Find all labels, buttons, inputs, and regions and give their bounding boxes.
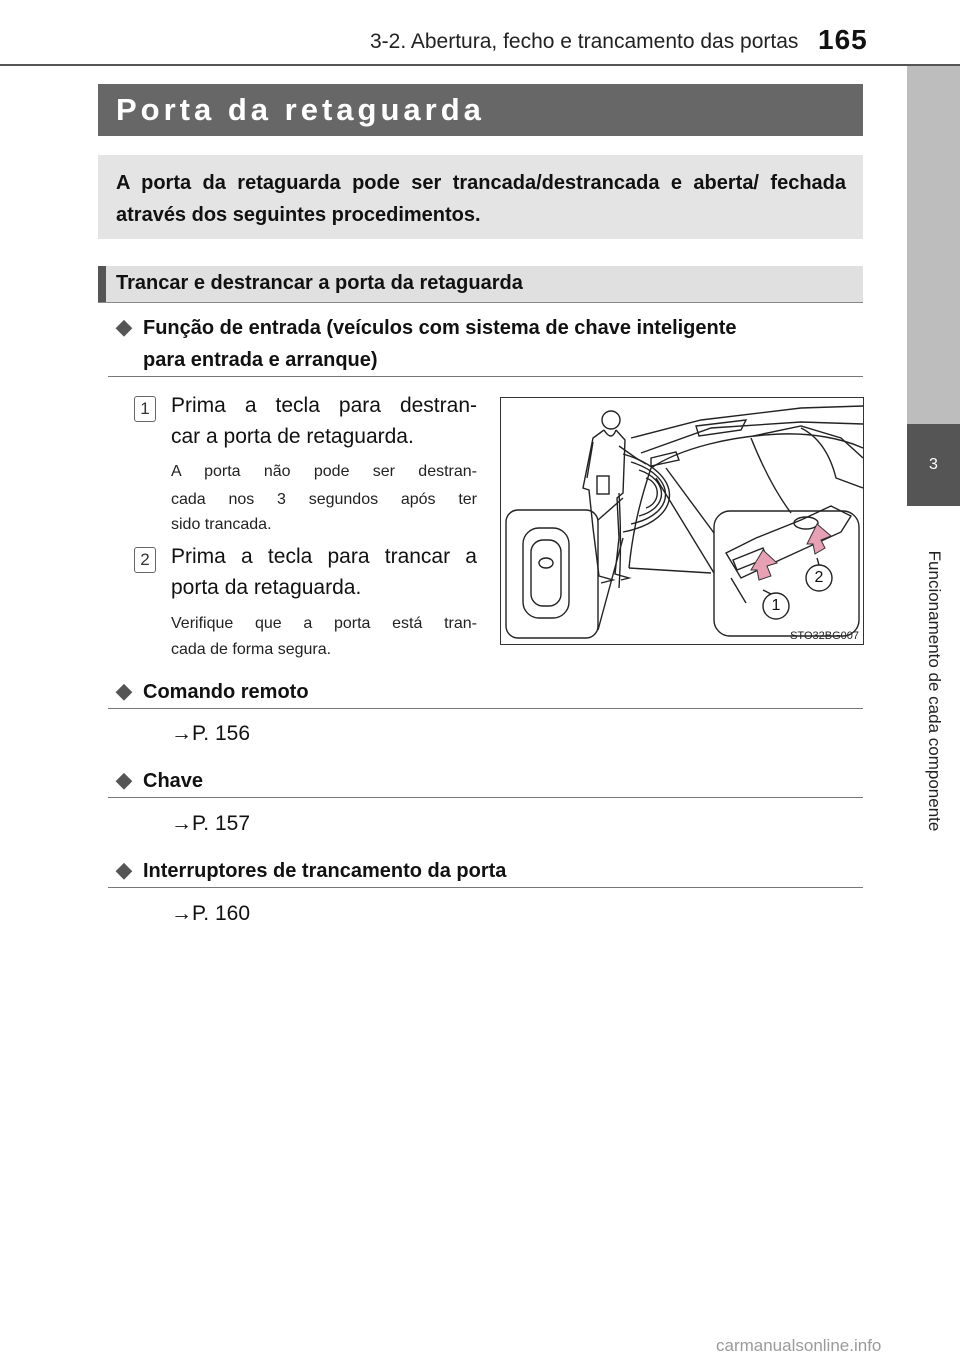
subheading-rule xyxy=(108,887,863,888)
intro-text: A porta da retaguarda pode ser trancada/destrancada e aberta/ fechada através dos seguintes procedimentos. xyxy=(116,172,846,226)
step-number-2: 2 xyxy=(134,547,156,573)
diamond-bullet-icon: ◆ xyxy=(115,314,133,339)
header-rule xyxy=(0,64,960,66)
watermark: carmanualsonline.info xyxy=(716,1336,882,1355)
page-number: 165 xyxy=(818,24,868,55)
illustration-code: STO32BG007 xyxy=(790,630,859,642)
subheading-door-lock-switches: Interruptores de trancamento da porta xyxy=(143,860,507,882)
section-heading-accent xyxy=(98,266,106,302)
press-arrow-icon xyxy=(751,550,777,580)
step-1-note-line2: cada nos 3 segundos após ter xyxy=(171,491,477,508)
illustration-callout-2: 2 xyxy=(814,569,824,586)
subheading-remote-control: Comando remoto xyxy=(143,681,309,703)
section-heading-bar xyxy=(98,266,863,303)
side-tab-chapter-label: Funcionamento de cada componente xyxy=(924,550,944,832)
subheading-key: Chave xyxy=(143,770,204,792)
subheading-rule xyxy=(108,797,863,798)
illustration-callout-1: 1 xyxy=(771,597,781,614)
page-reference-link[interactable]: →P. 160 xyxy=(171,902,251,925)
page-title: Porta da retaguarda xyxy=(116,92,485,127)
diamond-bullet-icon: ◆ xyxy=(115,767,133,792)
page-reference-link[interactable]: →P. 156 xyxy=(171,722,251,745)
step-2-note-line1: Verifique que a porta está tran- xyxy=(171,615,477,632)
illustration-rear-door xyxy=(500,397,864,645)
step-1-text-line2: car a porta de retaguarda. xyxy=(171,425,414,448)
step-1-note-line1: A porta não pode ser destran- xyxy=(171,463,477,480)
diamond-bullet-icon: ◆ xyxy=(115,678,133,703)
subheading-rule xyxy=(108,376,863,377)
step-1-note-line3: sido trancada. xyxy=(171,516,272,533)
side-tab-top xyxy=(907,66,960,424)
step-1-text-line1: Prima a tecla para destran- xyxy=(171,394,477,417)
page-reference-link[interactable]: →P. 157 xyxy=(171,812,251,835)
step-2-text-line1: Prima a tecla para trancar a xyxy=(171,545,477,568)
diamond-bullet-icon: ◆ xyxy=(115,857,133,882)
side-tab-chapter-number: 3 xyxy=(907,424,960,506)
intro-box xyxy=(98,155,863,239)
running-header-section: 3-2. Abertura, fecho e trancamento das portas xyxy=(370,30,799,53)
subheading-entry-function-line1: Função de entrada (veículos com sistema de chave inteligente xyxy=(143,317,737,339)
side-tab-label-box xyxy=(907,506,960,876)
subheading-rule xyxy=(108,708,863,709)
step-2-note-line2: cada de forma segura. xyxy=(171,641,332,658)
page-title-bar xyxy=(98,84,863,136)
section-heading: Trancar e destrancar a porta da retaguarda xyxy=(116,272,523,294)
subheading-entry-function-line2: para entrada e arranque) xyxy=(143,349,378,371)
step-2-text-line2: porta da retaguarda. xyxy=(171,576,362,599)
illustration-drawing xyxy=(501,398,863,644)
step-number-1: 1 xyxy=(134,396,156,422)
